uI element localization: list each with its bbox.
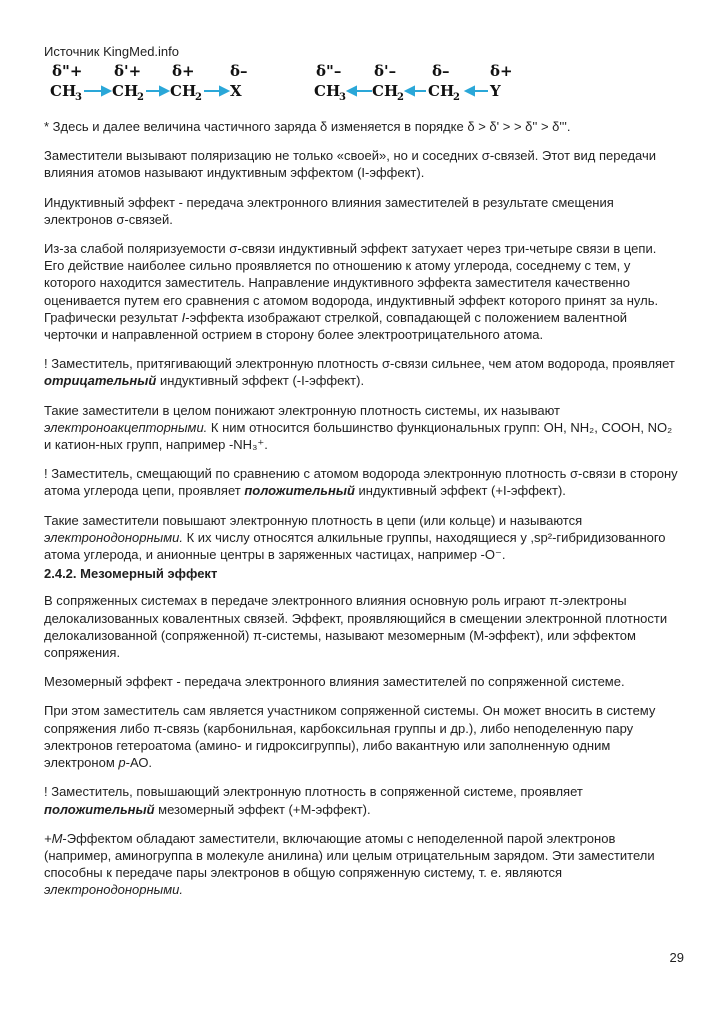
subscript: 2 (137, 92, 144, 102)
subscript: 3 (75, 92, 82, 102)
delta-2: δ'– (374, 62, 397, 80)
delta-1: δ"– (316, 62, 342, 80)
arrow-head (406, 87, 414, 95)
note: ! Заместитель, смещающий по сравнению с атомом водорода электронную плотность σ-связи в сторону атома углерода цепи, проявляет положительный индуктивный эффект (+I-эффект). (44, 466, 678, 499)
atom-ch: CH (314, 82, 341, 100)
footnote: * Здесь и далее величина частичного заряда δ изменяется в порядке δ > δ' > > δ'' > δ'''. (44, 119, 571, 134)
atom-ch: CH (50, 82, 77, 100)
arrow-head (466, 87, 474, 95)
subscript: 2 (453, 92, 460, 102)
arrow-head (160, 87, 168, 95)
atom-ch: CH (372, 82, 399, 100)
atom-ch: CH (428, 82, 455, 100)
scheme-left (48, 62, 288, 102)
delta-3: δ– (432, 62, 450, 80)
arrow-head (220, 87, 228, 95)
atom-ch: CH (170, 82, 197, 100)
paragraph: Такие заместители повышают электронную плотность в цепи (или кольце) и называются электронодонорными. К их числу относятся алкильные группы, находящиеся у ,sp²-гибридизованного атома углерода, и анионные центры в заряженных частицах, например -O⁻. (44, 512, 666, 563)
arrow-head (348, 87, 356, 95)
paragraph: Заместители вызывают поляризацию не только «своей», но и соседних σ-связей. Этот вид передачи влияния атомов называют индуктивным эффектом (I-эффект). (44, 148, 657, 181)
delta-4: δ– (230, 62, 248, 80)
atom-x: X (230, 82, 242, 100)
arrow-head (102, 87, 110, 95)
delta-2: δ'+ (114, 62, 142, 80)
paragraph: +M-Эффектом обладают заместители, включающие атомы с неподеленной парой электронов (например, аминогруппа в молекуле анилина) или целым отрицательным зарядом. Эти заместители способны к передаче пары электронов в общую сопряженную систему, т. е. являются электронодонорными. (44, 830, 655, 898)
paragraph: В сопряженных системах в передаче электронного влияния основную роль играют π-электроны делокализованных ковалентных связей. Эффект, проявляющийся в смещении электронной плотности делокализованной (сопряженной) π-системы, называют мезомерным (M-эффект), или эффектом сопряжения. (44, 593, 668, 661)
page-number: 29 (669, 950, 684, 965)
note: ! Заместитель, притягивающий электронную плотность σ-связи сильнее, чем атом водорода, проявляет отрицательный индуктивный эффект (-I-эффект). (44, 356, 675, 389)
source-label: Источник KingMed.info (44, 44, 179, 59)
subscript: 3 (339, 92, 346, 102)
atom-ch: CH (112, 82, 139, 100)
note: ! Заместитель, повышающий электронную плотность в сопряженной системе, проявляет положительный мезомерный эффект (+M-эффект). (44, 784, 583, 817)
paragraph: Из-за слабой поляризуемости σ-связи индуктивный эффект затухает через три-четыре связи в цепи. Его действие наиболее сильно проявляется по отношению к атому углерода, соседнему с тем, у которого находится заместитель. Направление индуктивного эффекта заместителя качественно оценивается путем его сравнения с атомом водорода, индуктивный эффект которого принят за нуль. Графически результат I-эффекта изображают стрелкой, совпадающей с положением валентной черточки и направленной острием в сторону более электроотрицательного атома. (44, 241, 659, 343)
main-content (44, 118, 678, 911)
subscript: 2 (397, 92, 404, 102)
paragraph: При этом заместитель сам является участником сопряженной системы. Он может вносить в систему сопряжения либо π-связь (карбонильная, карбоксильная группы и др.), либо неподеленную пару электронов гетероатома (амино- и гидроксигруппы), либо вакантную или заполненную одним электроном р-АО. (44, 703, 656, 771)
paragraph: Такие заместители в целом понижают электронную плотность системы, их называют электроноакцепторными. К ним относится большинство функциональных групп: OH, NH₂, COOH, NO₂ и катион-ных групп, например -NH₃⁺. (44, 402, 673, 453)
definition: Индуктивный эффект - передача электронного влияния заместителей в результате смещения электронов σ-связей. (44, 194, 614, 227)
scheme-right (312, 62, 552, 102)
definition: Мезомерный эффект - передача электронного влияния заместителей по сопряженной системе. (44, 674, 625, 690)
section-heading: 2.4.2. Мезомерный эффект (44, 566, 218, 582)
delta-3: δ+ (172, 62, 195, 80)
delta-1: δ"+ (52, 62, 83, 80)
subscript: 2 (195, 92, 202, 102)
atom-y: Y (490, 82, 501, 100)
delta-4: δ+ (490, 62, 513, 80)
